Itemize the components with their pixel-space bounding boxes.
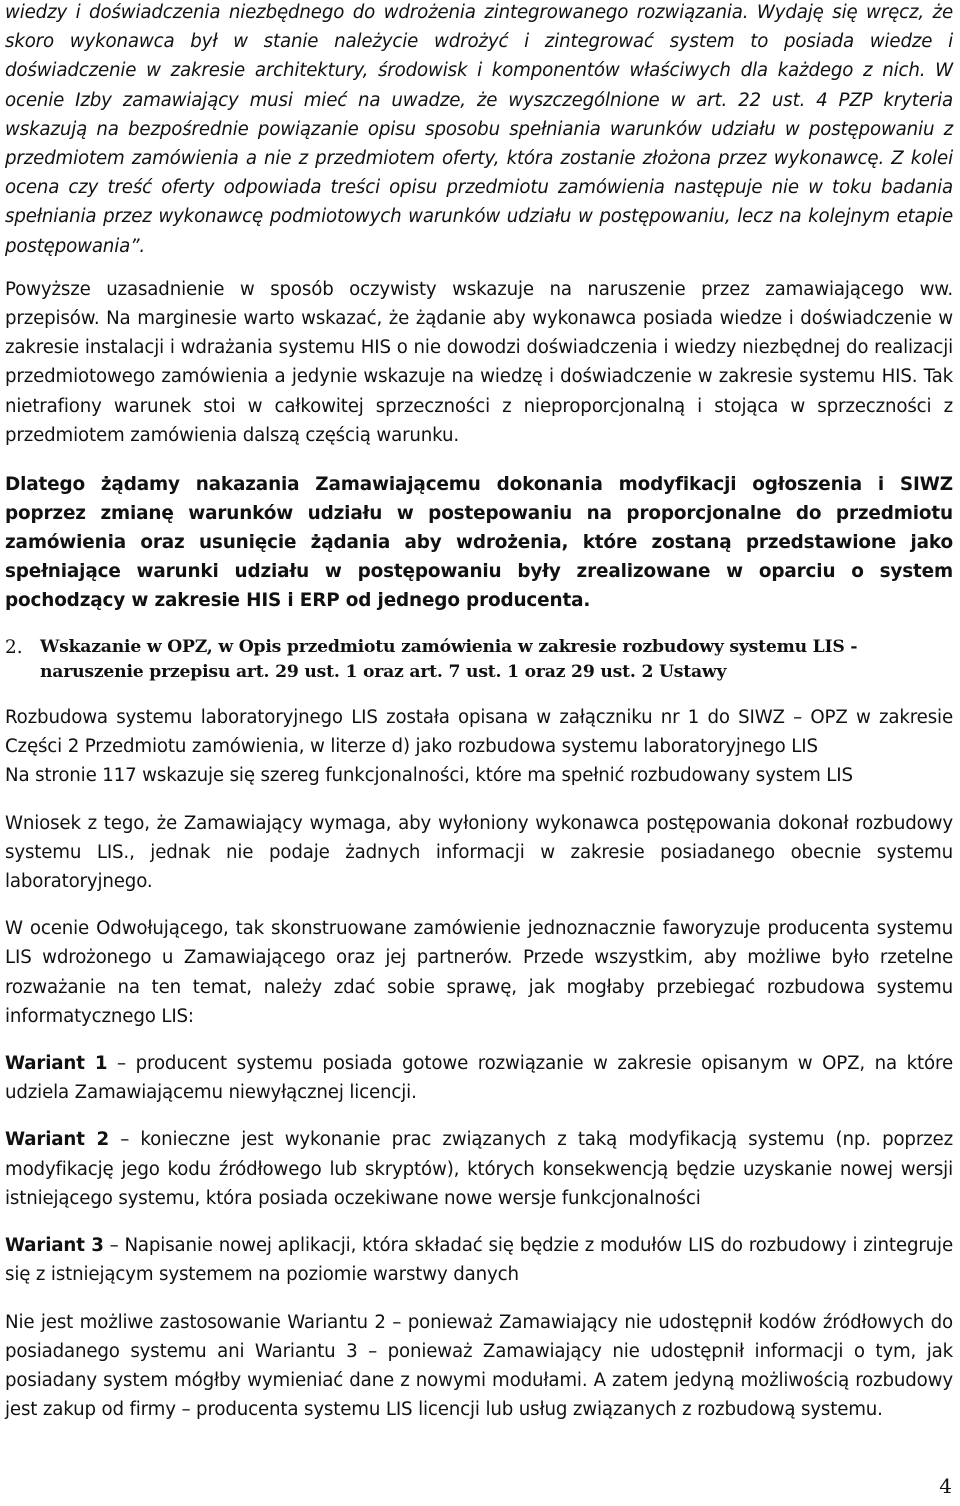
justification-paragraph: Powyższe uzasadnienie w sposób oczywisty wskazuje na naruszenie przez zamawiającego ww. przepisów. Na marginesie warto wskazać, że żądanie aby wykonawca posiada wiedze i doświadczenie w zakresie instalacji i wdrażania systemu HIS o nie dowodzi doświadczenia i wiedzy niezbędnej do realizacji przedmiotowego zamówienia a jedynie wskazuje na wiedzę i doświadczenie w zakresie systemu HIS. Tak nietrafiony warunek stoi w całkowitej sprzeczności z nieproporcjonalną i stojąca w sprzeczności z przedmiotem zamówienia dalszą częścią warunku. — [5, 278, 953, 446]
variant-3-paragraph — [5, 1231, 953, 1289]
quoted-paragraph: wiedzy i doświadczenia niezbędnego do wdrożenia zintegrowanego rozwiązania. Wydaję się wręcz, że skoro wykonawca był w stanie należycie wdrożyć i zintegrować system to posiada wiedze i doświadczenie w zakresie architektury, środowisk i komponentów właściwych dla każdego z nich. W ocenie Izby zamawiający musi mieć na uwadze, że wyszczególnione w art. 22 ust. 4 PZP kryteria wskazują na bezpośrednie powiązanie opisu sposobu spełniania warunków udziału w postępowaniu z przedmiotem zamówienia a nie z przedmiotem oferty, która zostanie złożona przez wykonawcę. Z kolei ocena czy treść oferty odpowiada treści opisu przedmiotu zamówienia następuje nie w toku badania spełniania przez wykonawcę podmiotowych warunków udziału w postępowaniu, lecz na kolejnym etapie postępowania”. — [5, 2, 953, 257]
page-number: 4 — [939, 1474, 952, 1498]
spacer — [5, 615, 953, 635]
lis-page-reference-paragraph: Na stronie 117 wskazuje się szereg funkcjonalności, które ma spełnić rozbudowany system LIS — [5, 765, 853, 787]
spacer — [5, 1213, 953, 1231]
section-heading — [5, 635, 953, 685]
spacer — [5, 1031, 953, 1049]
section-number: 2. — [5, 637, 23, 659]
conclusion-paragraph: Wniosek z tego, że Zamawiający wymaga, aby wyłoniony wykonawca postępowania dokonał rozbudowy systemu LIS., jednak nie podaje żadnych informacji w zakresie posiadanego obecnie systemu laboratoryjnego. — [5, 812, 953, 893]
spacer — [5, 791, 953, 809]
spacer — [5, 685, 953, 703]
spacer — [5, 1290, 953, 1308]
lis-description-paragraph: Rozbudowa systemu laboratoryjnego LIS została opisana w załączniku nr 1 do SIWZ – OPZ w zakresie Części 2 Przedmiotu zamówienia, w literze d) jako rozbudowa systemu laboratoryjnego LIS — [5, 707, 953, 758]
spacer — [5, 261, 953, 275]
variant-1-text: – producent systemu posiada gotowe rozwiązanie w zakresie opisanym w OPZ, na które udziela Zamawiającemu niewyłącznej licencji. — [5, 1053, 953, 1104]
variant-3-label: Wariant 3 — [5, 1235, 104, 1257]
spacer — [5, 1107, 953, 1125]
spacer — [5, 450, 953, 470]
variant-1-paragraph — [5, 1049, 953, 1107]
demand-paragraph: Dlatego żądamy nakazania Zamawiającemu dokonania modyfikacji ogłoszenia i SIWZ poprzez zmianę warunków udziału w postepowaniu na proporcjonalne do przedmiotu zamówienia oraz usunięcie żądania aby wdrożenia, które zostaną przedstawione jako spełniające warunki udziału w postępowaniu były zrealizowane w oparciu o system pochodzący w zakresie HIS i ERP od jednego producenta. — [5, 474, 953, 612]
variant-2-paragraph — [5, 1125, 953, 1213]
document-page — [5, 0, 953, 1424]
variant-1-label: Wariant 1 — [5, 1053, 108, 1075]
variant-2-label: Wariant 2 — [5, 1129, 110, 1151]
variant-2-text: – konieczne jest wykonanie prac związanych z taką modyfikacją systemu (np. poprzez modyfikację jego kodu źródłowego lub skryptów), których konsekwencją będzie uzyskanie nowej wersji istniejącego systemu, która posiada oczekiwane nowe wersje funkcjonalności — [5, 1129, 953, 1209]
final-paragraph: Nie jest możliwe zastosowanie Wariantu 2 – ponieważ Zamawiający nie udostępnił kodów źródłowych do posiadanego systemu ani Wariantu 3 – ponieważ Zamawiający nie udostępnił informacji o tym, jak posiadany system mógłby wymieniać dane z nowymi modułami. A zatem jedyną możliwością rozbudowy jest zakup od firmy – producenta systemu LIS licencji lub usług związanych z rozbudową systemu. — [5, 1311, 953, 1421]
section-title: Wskazanie w OPZ, w Opis przedmiotu zamówienia w zakresie rozbudowy systemu LIS - naruszenie przepisu art. 29 ust. 1 oraz art. 7 ust. 1 oraz 29 ust. 2 Ustawy — [40, 637, 858, 683]
assessment-paragraph: W ocenie Odwołującego, tak skonstruowane zamówienie jednoznacznie faworyzuje producenta systemu LIS wdrożonego u Zamawiającego oraz jej partnerów. Przede wszystkim, aby możliwe było rzetelne rozważanie na ten temat, należy zdać sobie sprawę, jak mogłaby przebiegać rozbudowa systemu informatycznego LIS: — [5, 918, 953, 1027]
spacer — [5, 896, 953, 914]
variant-3-text: – Napisanie nowej aplikacji, która składać się będzie z modułów LIS do rozbudowy i zintegruje się z istniejącym systemem na poziomie warstwy danych — [5, 1235, 953, 1286]
